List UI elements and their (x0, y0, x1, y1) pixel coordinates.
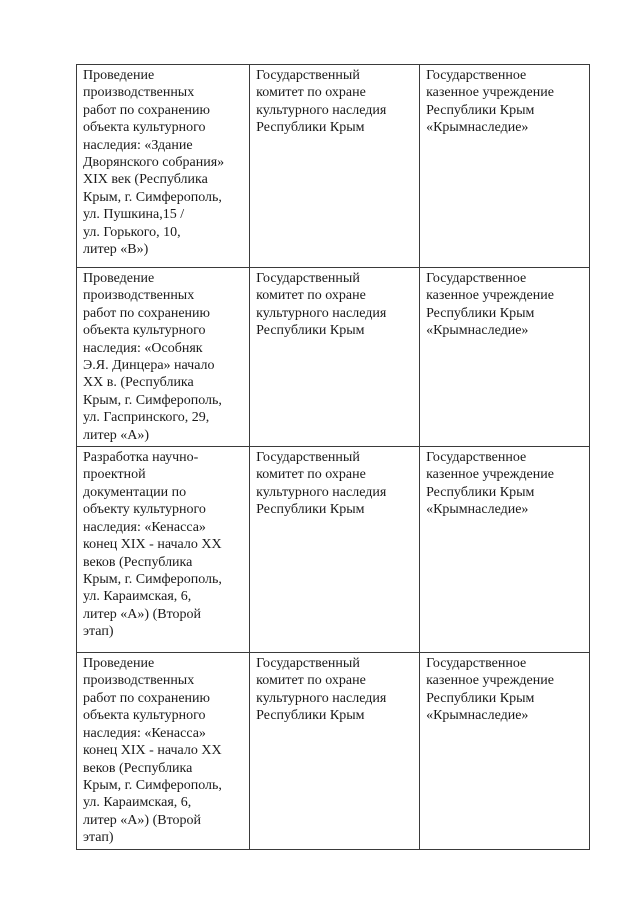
responsible-authority-cell: Государственный комитет по охране культурного наследия Республики Крым (250, 653, 420, 849)
task-description-cell: Разработка научно- проектной документации по объекту культурного наследия: «Кенасса» конец XIX - начало XX веков (Республика Крым, г. Симферополь, ул. Караимская, 6, литер «А») (Второй этап) (77, 447, 250, 653)
table-row (77, 653, 590, 849)
table-row (77, 447, 590, 653)
table-row (77, 268, 590, 447)
executing-institution-cell: Государственное казенное учреждение Республики Крым «Крымнаследие» (420, 653, 590, 849)
executing-institution-cell: Государственное казенное учреждение Республики Крым «Крымнаследие» (420, 65, 590, 268)
responsible-authority-cell: Государственный комитет по охране культурного наследия Республики Крым (250, 65, 420, 268)
task-description-cell: Проведение производственных работ по сохранению объекта культурного наследия: «Кенасса» конец XIX - начало XX веков (Республика Крым, г. Симферополь, ул. Караимская, 6, литер «А») (Второй этап) (77, 653, 250, 849)
executing-institution-cell: Государственное казенное учреждение Республики Крым «Крымнаследие» (420, 447, 590, 653)
executing-institution-cell: Государственное казенное учреждение Республики Крым «Крымнаследие» (420, 268, 590, 447)
table-row (77, 65, 590, 268)
task-description-cell: Проведение производственных работ по сохранению объекта культурного наследия: «Здание Дворянского собрания» XIX век (Республика Крым, г. Симферополь, ул. Пушкина,15 / ул. Горького, 10, литер «В») (77, 65, 250, 268)
responsible-authority-cell: Государственный комитет по охране культурного наследия Республики Крым (250, 268, 420, 447)
projects-table (76, 64, 590, 850)
task-description-cell: Проведение производственных работ по сохранению объекта культурного наследия: «Особняк Э.Я. Динцера» начало XX в. (Республика Крым, г. Симферополь, ул. Гаспринского, 29, литер «А») (77, 268, 250, 447)
responsible-authority-cell: Государственный комитет по охране культурного наследия Республики Крым (250, 447, 420, 653)
